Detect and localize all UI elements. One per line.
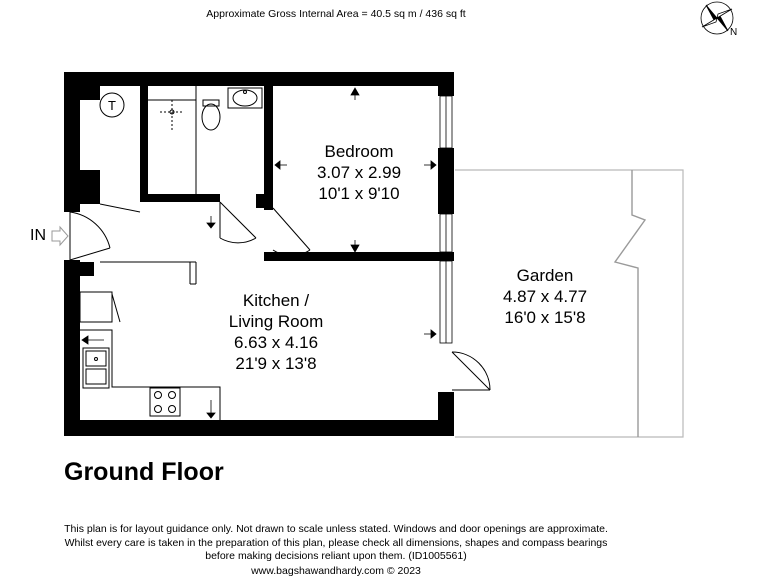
garden-metric: 4.87 x 4.77: [502, 287, 588, 306]
disclaimer-line: This plan is for layout guidance only. Not drawn to scale unless stated. Windows and door openings are approximate.: [64, 523, 608, 535]
bedroom-name: Bedroom: [324, 142, 394, 161]
floor-title: Ground Floor: [64, 458, 224, 486]
garden-imperial: 16'0 x 15'8: [504, 308, 586, 327]
room-label-bedroom: [274, 141, 444, 204]
kitchen-metric: 6.63 x 4.16: [233, 333, 319, 352]
kitchen-name-line2: Living Room: [228, 312, 324, 331]
room-label-kitchen: [196, 290, 356, 374]
compass-north-label: N: [730, 27, 738, 38]
entrance-label: IN: [30, 227, 46, 244]
entrance-arrow: [52, 227, 68, 245]
website-credit: www.bagshawandhardy.com © 2023: [251, 565, 421, 576]
disclaimer: [0, 523, 672, 564]
bathroom-fixtures: [148, 88, 262, 130]
disclaimer-line: before making decisions reliant upon them. (ID1005561): [205, 550, 467, 562]
room-label-garden: [470, 265, 620, 328]
windows: [440, 96, 452, 343]
disclaimer-line: Whilst every care is taken in the preparation of this plan, please check all dimensions, shapes and compass bearings: [64, 536, 608, 549]
bedroom-imperial: 10'1 x 9'10: [318, 184, 400, 203]
garden-name: Garden: [516, 266, 574, 285]
bedroom-metric: 3.07 x 2.99: [316, 163, 402, 182]
kitchen-imperial: 21'9 x 13'8: [235, 354, 317, 373]
gross-internal-area: Approximate Gross Internal Area = 40.5 sq m / 436 sq ft: [206, 8, 466, 20]
kitchen-name-line1: Kitchen /: [242, 291, 310, 310]
compass-icon: [701, 2, 733, 34]
tank-label: T: [108, 98, 116, 113]
